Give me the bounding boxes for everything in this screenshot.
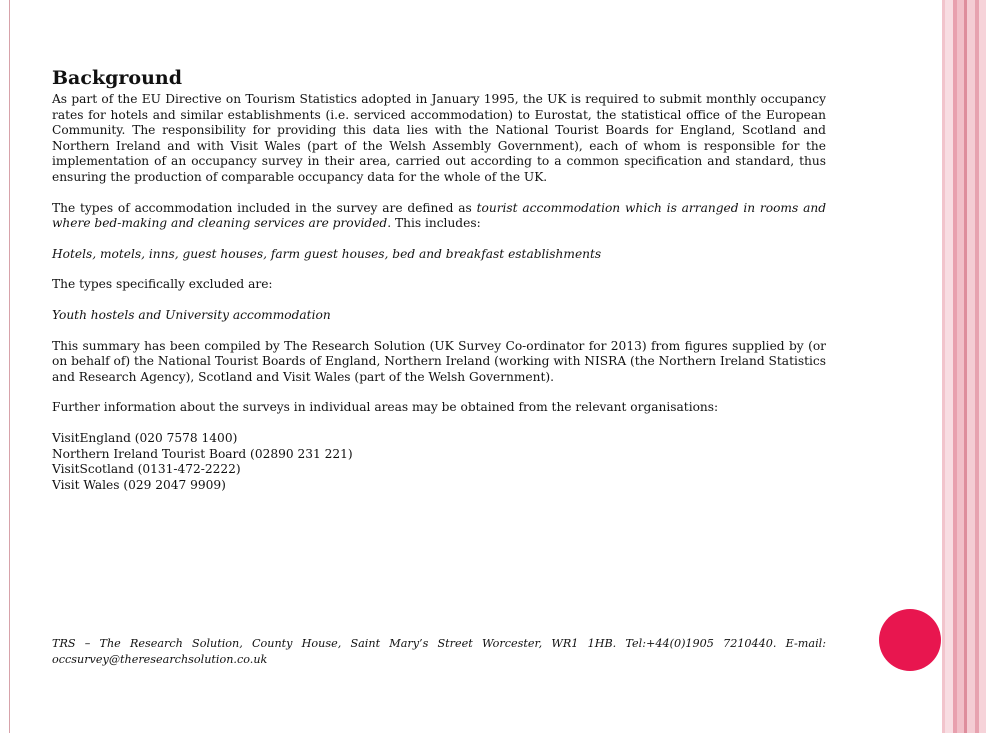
stripe [945, 0, 953, 733]
types-lead-text: The types of accommodation included in the survey are defined as [52, 200, 477, 215]
summary-paragraph: This summary has been compiled by The Research Solution (UK Survey Co-ordinator for 2013) from figures supplied by (or on behalf of) the National Tourist Boards of England, Northern Ireland (working with NISRA (the Northern Ireland Statistics and Research Agency), Scotland and Visit Wales (part of the Welsh Government). [52, 338, 826, 384]
contact-item: VisitEngland (020 7578 1400) [52, 430, 238, 445]
stripe [979, 0, 986, 733]
excluded-types-lead: The types specifically excluded are: [52, 277, 273, 292]
further-info-paragraph: Further information about the surveys in individual areas may be obtained from the relevant organisations: [52, 400, 719, 415]
types-tail-text: . This includes: [387, 216, 481, 231]
stripe [967, 0, 975, 733]
contact-item: VisitScotland (0131-472-2222) [52, 462, 241, 477]
right-decorative-stripes [942, 0, 986, 733]
contact-item: Visit Wales (029 2047 9909) [52, 477, 226, 492]
section-heading: Background [52, 67, 182, 89]
decorative-circle [879, 609, 941, 671]
contact-list [52, 431, 826, 493]
included-types-list: Hotels, motels, inns, guest houses, farm guest houses, bed and breakfast establishments [52, 246, 602, 261]
stripe [957, 0, 964, 733]
slide-content [52, 66, 826, 493]
accommodation-types-paragraph [52, 201, 826, 232]
types-definition-text: tourist accommodation which is arranged in rooms and where bed-making and cleaning services are provided [52, 200, 826, 231]
intro-paragraph: As part of the EU Directive on Tourism Statistics adopted in January 1995, the UK is required to submit monthly occupancy rates for hotels and similar establishments (i.e. serviced accommodation) to Eurostat, the statistical office of the European Community. The responsibility for providing this data lies with the National Tourist Boards for England, Scotland and Northern Ireland and with Visit Wales (part of the Welsh Assembly Government), each of whom is responsible for the implementation of an occupancy survey in their area, carried out according to a common specification and standard, thus ensuring the production of comparable occupancy data for the whole of the UK. [52, 92, 826, 184]
footer-contact-details: TRS – The Research Solution, County House, Saint Mary’s Street Worcester, WR1 1HB. Tel:+44(0)1905 7210440. E-mail: occsurvey@theresearchsolution.co.uk [52, 637, 826, 666]
contact-item: Northern Ireland Tourist Board (02890 231 221) [52, 446, 353, 461]
excluded-types-list: Youth hostels and University accommodation [52, 307, 331, 322]
left-frame-border [0, 0, 10, 733]
